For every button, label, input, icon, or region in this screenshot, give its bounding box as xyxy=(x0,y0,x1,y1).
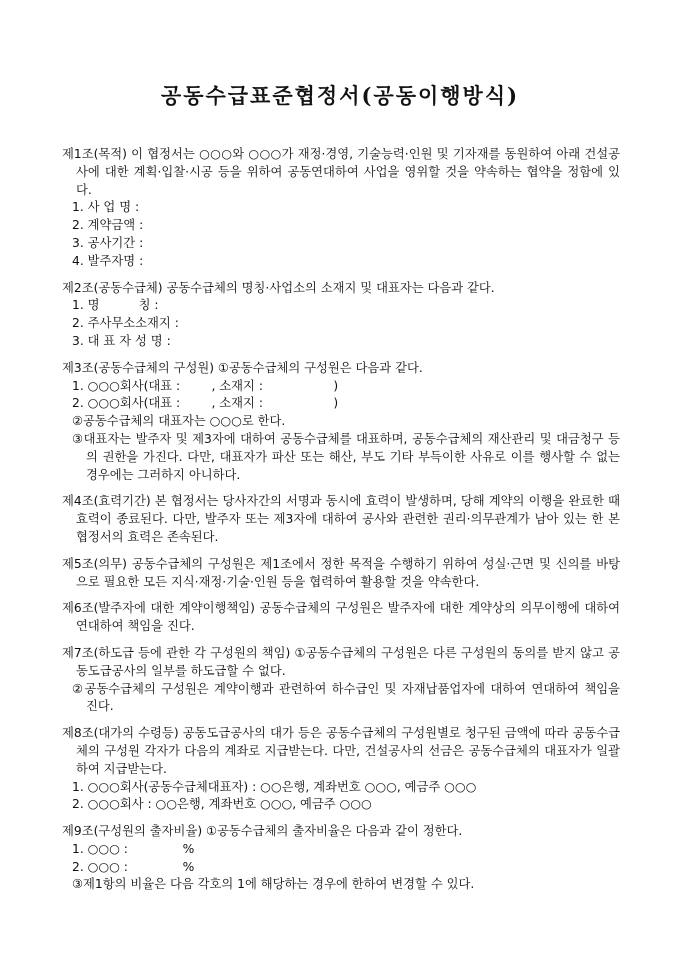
article-text: 제6조(발주자에 대한 계약이행책임) 공동수급체의 구성원은 발주자에 대한 계약상의 의무이행에 대하여 연대하여 책임을 진다. xyxy=(62,601,620,634)
article-item: 3. 공사기간 : xyxy=(72,235,144,250)
article-9 xyxy=(62,823,620,894)
article-clause: ②공동수급체의 대표자는 ○○○로 한다. xyxy=(72,414,286,429)
article-3 xyxy=(62,360,620,485)
article-item: 3. 대 표 자 성 명 : xyxy=(72,333,171,348)
article-text: 제1조(목적) 이 협정서는 ○○○와 ○○○가 재정·경영, 기술능력·인원 및 기자재를 동원하여 아래 건설공사에 대한 계획·입찰·시공 등을 위하여 공동연대하여 사업을 영위할 것을 약속하는 협약을 정함에 있다. xyxy=(62,147,620,197)
article-item: 2. 주사무소소재지 : xyxy=(72,316,179,331)
article-text: 제9조(구성원의 출자비율) ①공동수급체의 출자비율은 다음과 같이 정한다. xyxy=(62,824,463,839)
document-title: 공동수급표준협정서(공동이행방식) xyxy=(160,83,520,108)
article-item: 2. ○○○회사 : ○○은행, 계좌번호 ○○○, 예금주 ○○○ xyxy=(72,797,372,812)
article-text: 제4조(효력기간) 본 협정서는 당사자간의 서명과 동시에 효력이 발생하며, 당해 계약의 이행을 완료한 때 효력이 종료된다. 다만, 발주자 또는 제3자에 대하여 공사와 관련한 권리·의무관계가 남아 있는 한 본 협정서의 효력은 존속된다. xyxy=(62,494,620,544)
article-6 xyxy=(62,600,620,636)
article-item: 2. ○○○회사(대표 : , 소재지 : ) xyxy=(72,396,339,411)
article-item: 1. ○○○회사(공동수급체대표자) : ○○은행, 계좌번호 ○○○, 예금주 ○○○ xyxy=(72,779,477,794)
article-clause: ②공동수급체의 구성원은 계약이행과 관련하여 하수급인 및 자재납품업자에 대하여 연대하여 책임을 진다. xyxy=(72,681,620,714)
article-text: 제5조(의무) 공동수급체의 구성원은 제1조에서 정한 목적을 수행하기 위하여 성실·근면 및 신의를 바탕으로 필요한 모든 지식·재정·기술·인원 등을 협력하여 활용할 것을 약속한다. xyxy=(62,556,620,589)
article-text: 제8조(대가의 수령등) 공동도급공사의 대가 등은 공동수급체의 구성원별로 청구된 금액에 따라 공동수급체의 구성원 각자가 다음의 계좌로 지급받는다. 다만, 건설공사의 선금은 공동수급체의 대표자가 일괄하여 지급받는다. xyxy=(62,726,620,776)
article-1 xyxy=(62,146,620,271)
article-item: 4. 발주자명 : xyxy=(72,253,144,268)
article-text: 제3조(공동수급체의 구성원) ①공동수급체의 구성원은 다음과 같다. xyxy=(62,360,423,375)
article-item: 1. 사 업 명 : xyxy=(72,200,140,215)
article-item: 1. 명 칭 : xyxy=(72,298,159,313)
article-5 xyxy=(62,556,620,592)
article-clause: ③대표자는 발주자 및 제3자에 대하여 공동수급체를 대표하며, 공동수급체의 재산관리 및 대금청구 등의 권한을 가진다. 다만, 대표자가 파산 또는 해산, 부도 기타 부득이한 사유로 이를 행사할 수 없는 경우에는 그러하지 아니하다. xyxy=(72,431,620,482)
article-item: 1. ○○○ : % xyxy=(72,841,195,856)
article-item: 2. ○○○ : % xyxy=(72,859,195,874)
article-8 xyxy=(62,725,620,814)
article-item: 2. 계약금액 : xyxy=(72,218,144,233)
article-2 xyxy=(62,280,620,351)
article-4 xyxy=(62,493,620,546)
article-clause: ③제1항의 비율은 다음 각호의 1에 해당하는 경우에 한하여 변경할 수 있다. xyxy=(72,877,475,892)
article-7 xyxy=(62,645,620,716)
article-item: 1. ○○○회사(대표 : , 소재지 : ) xyxy=(72,378,339,393)
document-body xyxy=(62,146,620,903)
article-text: 제7조(하도급 등에 관한 각 구성원의 책임) ①공동수급체의 구성원은 다른 구성원의 동의를 받지 않고 공동도급공사의 일부를 하도급할 수 없다. xyxy=(62,645,620,678)
article-text: 제2조(공동수급체) 공동수급체의 명칭·사업소의 소재지 및 대표자는 다음과 같다. xyxy=(62,280,495,295)
